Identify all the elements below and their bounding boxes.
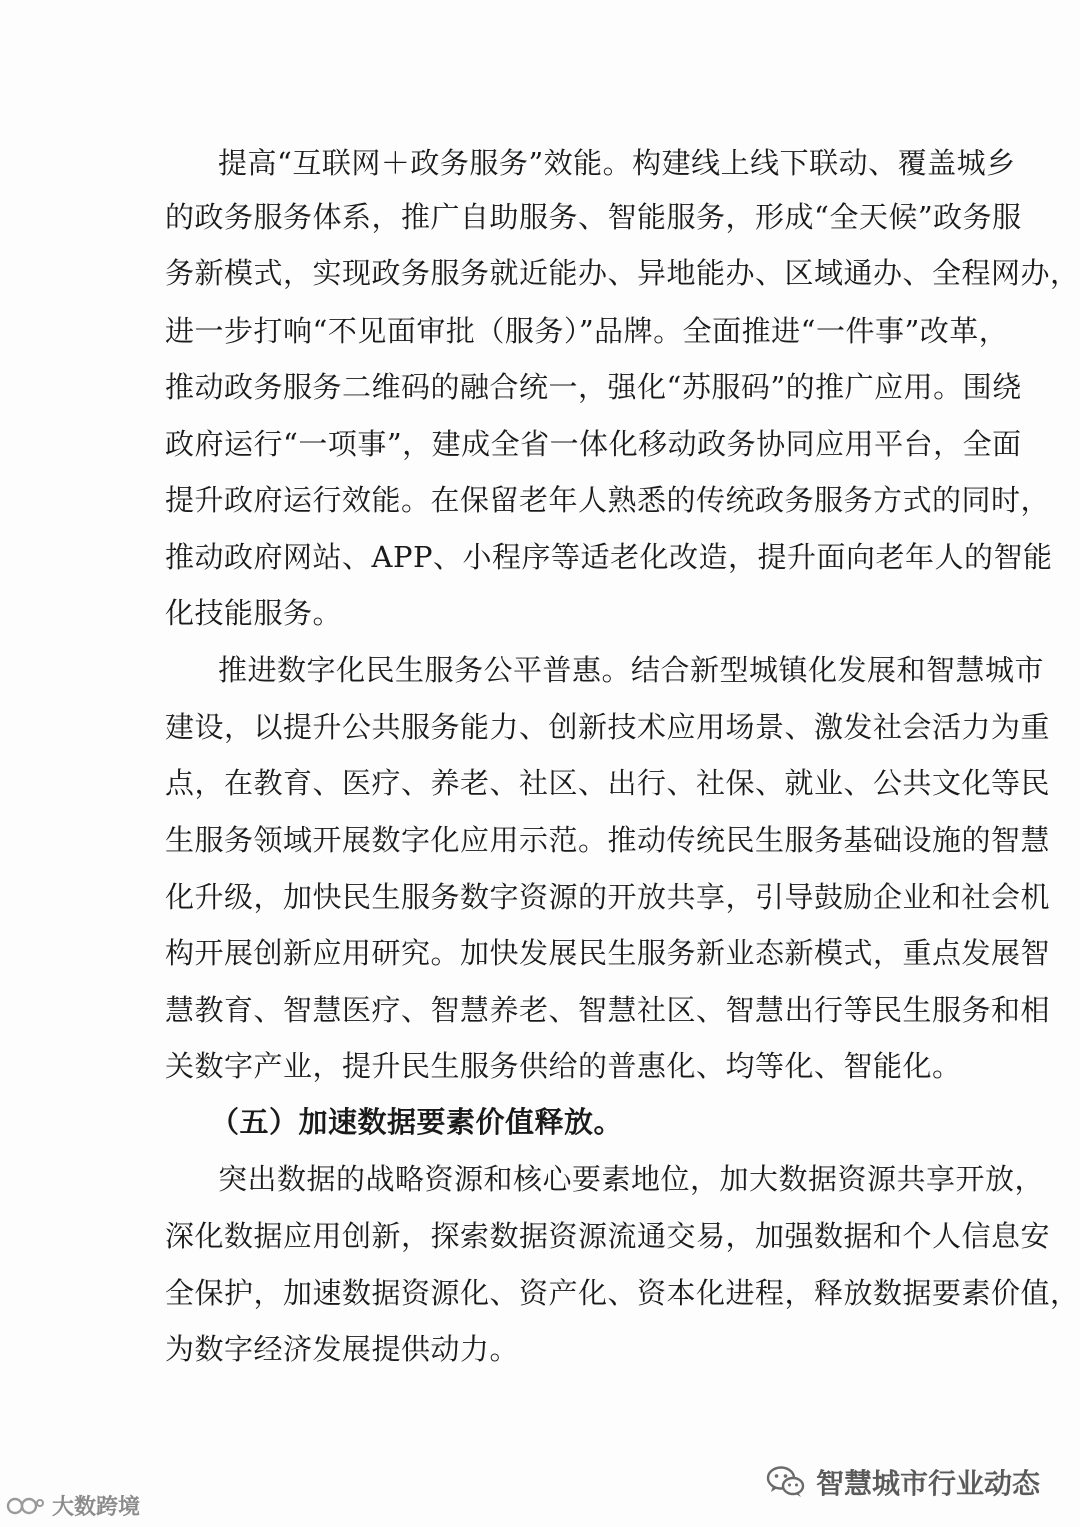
paragraph-line: 化技能服务。 <box>165 596 343 630</box>
section-heading: （五）加速数据要素价值释放。 <box>210 1105 624 1139</box>
paragraph-line: 推动政府网站、APP、小程序等适老化改造，提升面向老年人的智能 <box>165 540 1053 574</box>
paragraph-line: 全保护，加速数据资源化、资产化、资本化进程，释放数据要素价值， <box>165 1276 1080 1310</box>
watermark-text: 大数跨境 <box>52 1495 141 1520</box>
watermark-logo-icon <box>6 1494 46 1518</box>
paragraph-line: 务新模式，实现政务服务就近能办、异地能办、区域通办、全程网办， <box>165 256 1080 290</box>
account-watermark <box>766 1462 1040 1502</box>
paragraph-line: 政府运行“一项事”，建成全省一体化移动政务协同应用平台，全面 <box>165 427 1022 461</box>
paragraph-line: 突出数据的战略资源和核心要素地位，加大数据资源共享开放， <box>218 1162 1045 1196</box>
paragraph-line: 推进数字化民生服务公平普惠。结合新型城镇化发展和智慧城市 <box>218 653 1045 687</box>
site-watermark <box>6 1490 140 1521</box>
paragraph-line: 慧教育、智慧医疗、智慧养老、智慧社区、智慧出行等民生服务和相 <box>165 993 1051 1027</box>
paragraph-line: 推动政务服务二维码的融合统一，强化“苏服码”的推广应用。围绕 <box>165 370 1022 404</box>
paragraph-line: 点，在教育、医疗、养老、社区、出行、社保、就业、公共文化等民 <box>165 766 1051 800</box>
paragraph-line: 生服务领域开展数字化应用示范。推动传统民生服务基础设施的智慧 <box>165 823 1051 857</box>
paragraph-line: 提高“互联网＋政务服务”效能。构建线上线下联动、覆盖城乡 <box>218 146 1016 180</box>
paragraph-line: 为数字经济发展提供动力。 <box>165 1332 520 1366</box>
paragraph-line: 关数字产业，提升民生服务供给的普惠化、均等化、智能化。 <box>165 1049 962 1083</box>
paragraph-line: 的政务服务体系，推广自助服务、智能服务，形成“全天候”政务服 <box>165 200 1022 234</box>
paragraph-line: 提升政府运行效能。在保留老年人熟悉的传统政务服务方式的同时， <box>165 483 1051 517</box>
account-name: 智慧城市行业动态 <box>815 1467 1040 1500</box>
paragraph-line: 进一步打响“不见面审批（服务）”品牌。全面推进“一件事”改革， <box>165 314 1009 348</box>
wechat-icon <box>766 1465 806 1499</box>
paragraph-line: 建设，以提升公共服务能力、创新技术应用场景、激发社会活力为重 <box>165 710 1051 744</box>
paragraph-line: 构开展创新应用研究。加快发展民生服务新业态新模式，重点发展智 <box>165 936 1051 970</box>
paragraph-line: 化升级，加快民生服务数字资源的开放共享，引导鼓励企业和社会机 <box>165 880 1051 914</box>
paragraph-line: 深化数据应用创新，探索数据资源流通交易，加强数据和个人信息安 <box>165 1219 1051 1253</box>
